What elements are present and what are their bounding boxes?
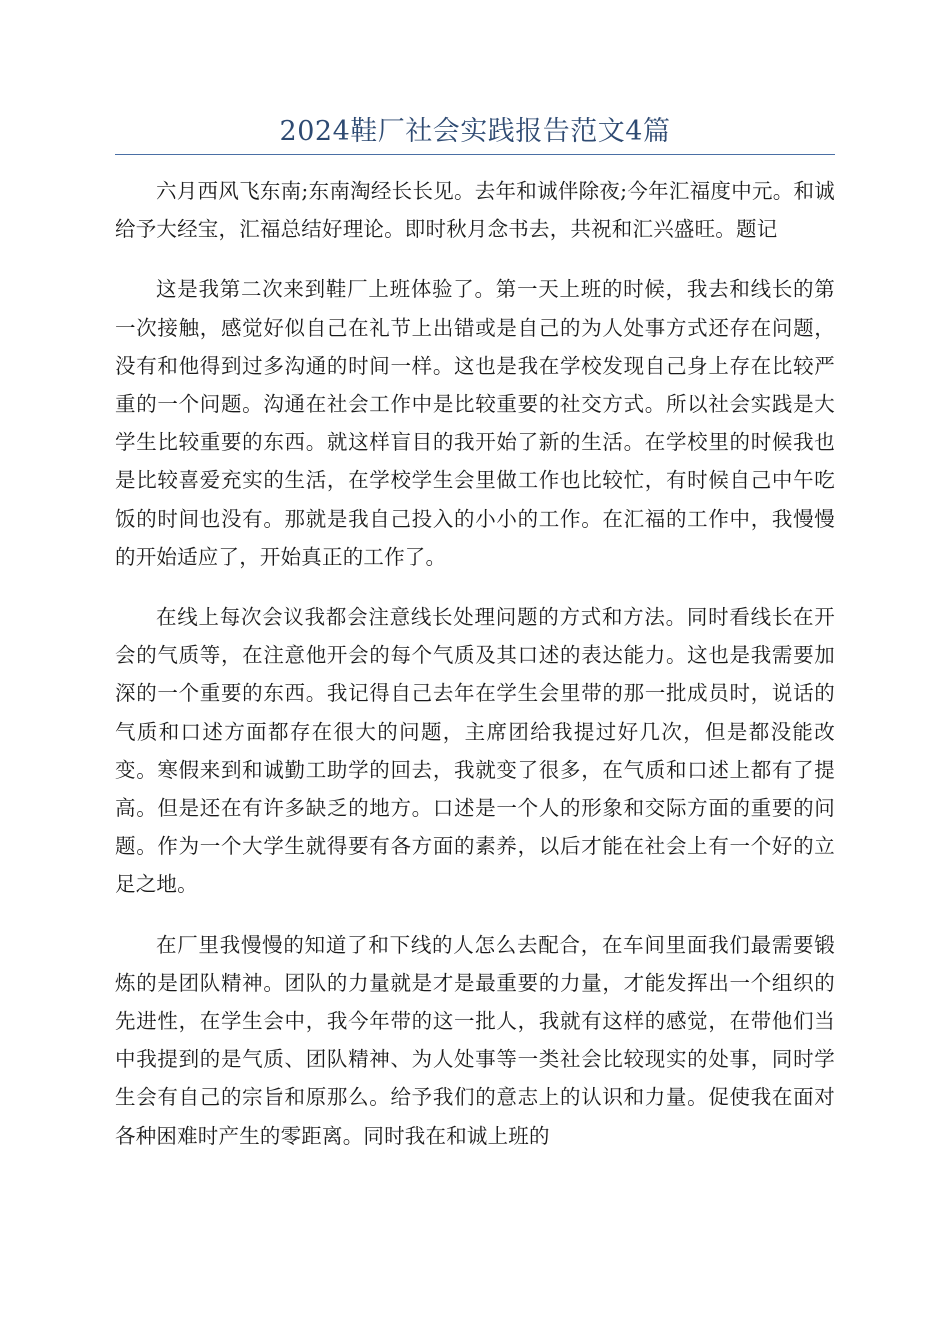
- title-underline: [115, 154, 835, 155]
- document-body: [115, 172, 835, 1177]
- document-title: 2024鞋厂社会实践报告范文4篇: [279, 116, 671, 147]
- paragraph-3: 在厂里我慢慢的知道了和下线的人怎么去配合，在车间里面我们最需要锻炼的是团队精神。团队的力量就是才是最重要的力量，才能发挥出一个组织的先进性，在学生会中，我今年带的这一批人，我就有这样的感觉，在带他们当中我提到的是气质、团队精神、为人处事等一类社会比较现实的处事，同时学生会有自己的宗旨和原那么。给予我们的意志上的认识和力量。促使我在面对各种困难时产生的零距离。同时我在和诚上班的: [115, 932, 835, 1148]
- paragraph-2: 在线上每次会议我都会注意线长处理问题的方式和方法。同时看线长在开会的气质等，在注意他开会的每个气质及其口述的表达能力。这也是我需要加深的一个重要的东西。我记得自己去年在学生会里带的那一批成员时，说话的气质和口述方面都存在很大的问题，主席团给我提过好几次，但是都没能改变。寒假来到和诚勤工助学的回去，我就变了很多，在气质和口述上都有了提高。但是还在有许多缺乏的地方。口述是一个人的形象和交际方面的重要的问题。作为一个大学生就得要有各方面的素养，以后才能在社会上有一个好的立足之地。: [115, 605, 835, 897]
- paragraph-1: 这是我第二次来到鞋厂上班体验了。第一天上班的时候，我去和线长的第一次接触，感觉好似自己在礼节上出错或是自己的为人处事方式还存在问题，没有和他得到过多沟通的时间一样。这也是我在学校发现自己身上存在比较严重的一个问题。沟通在社会工作中是比较重要的社交方式。所以社会实践是大学生比较重要的东西。就这样盲目的我开始了新的生活。在学校里的时候我也是比较喜爱充实的生活，在学校学生会里做工作也比较忙，有时候自己中午吃饭的时间也没有。那就是我自己投入的小小的工作。在汇福的工作中，我慢慢的开始适应了，开始真正的工作了。: [115, 277, 835, 569]
- paragraph-epigraph: 六月西风飞东南;东南淘经长长见。去年和诚伴除夜;今年汇福度中元。和诚给予大经宝，汇福总结好理论。即时秋月念书去，共祝和汇兴盛旺。题记: [115, 179, 835, 242]
